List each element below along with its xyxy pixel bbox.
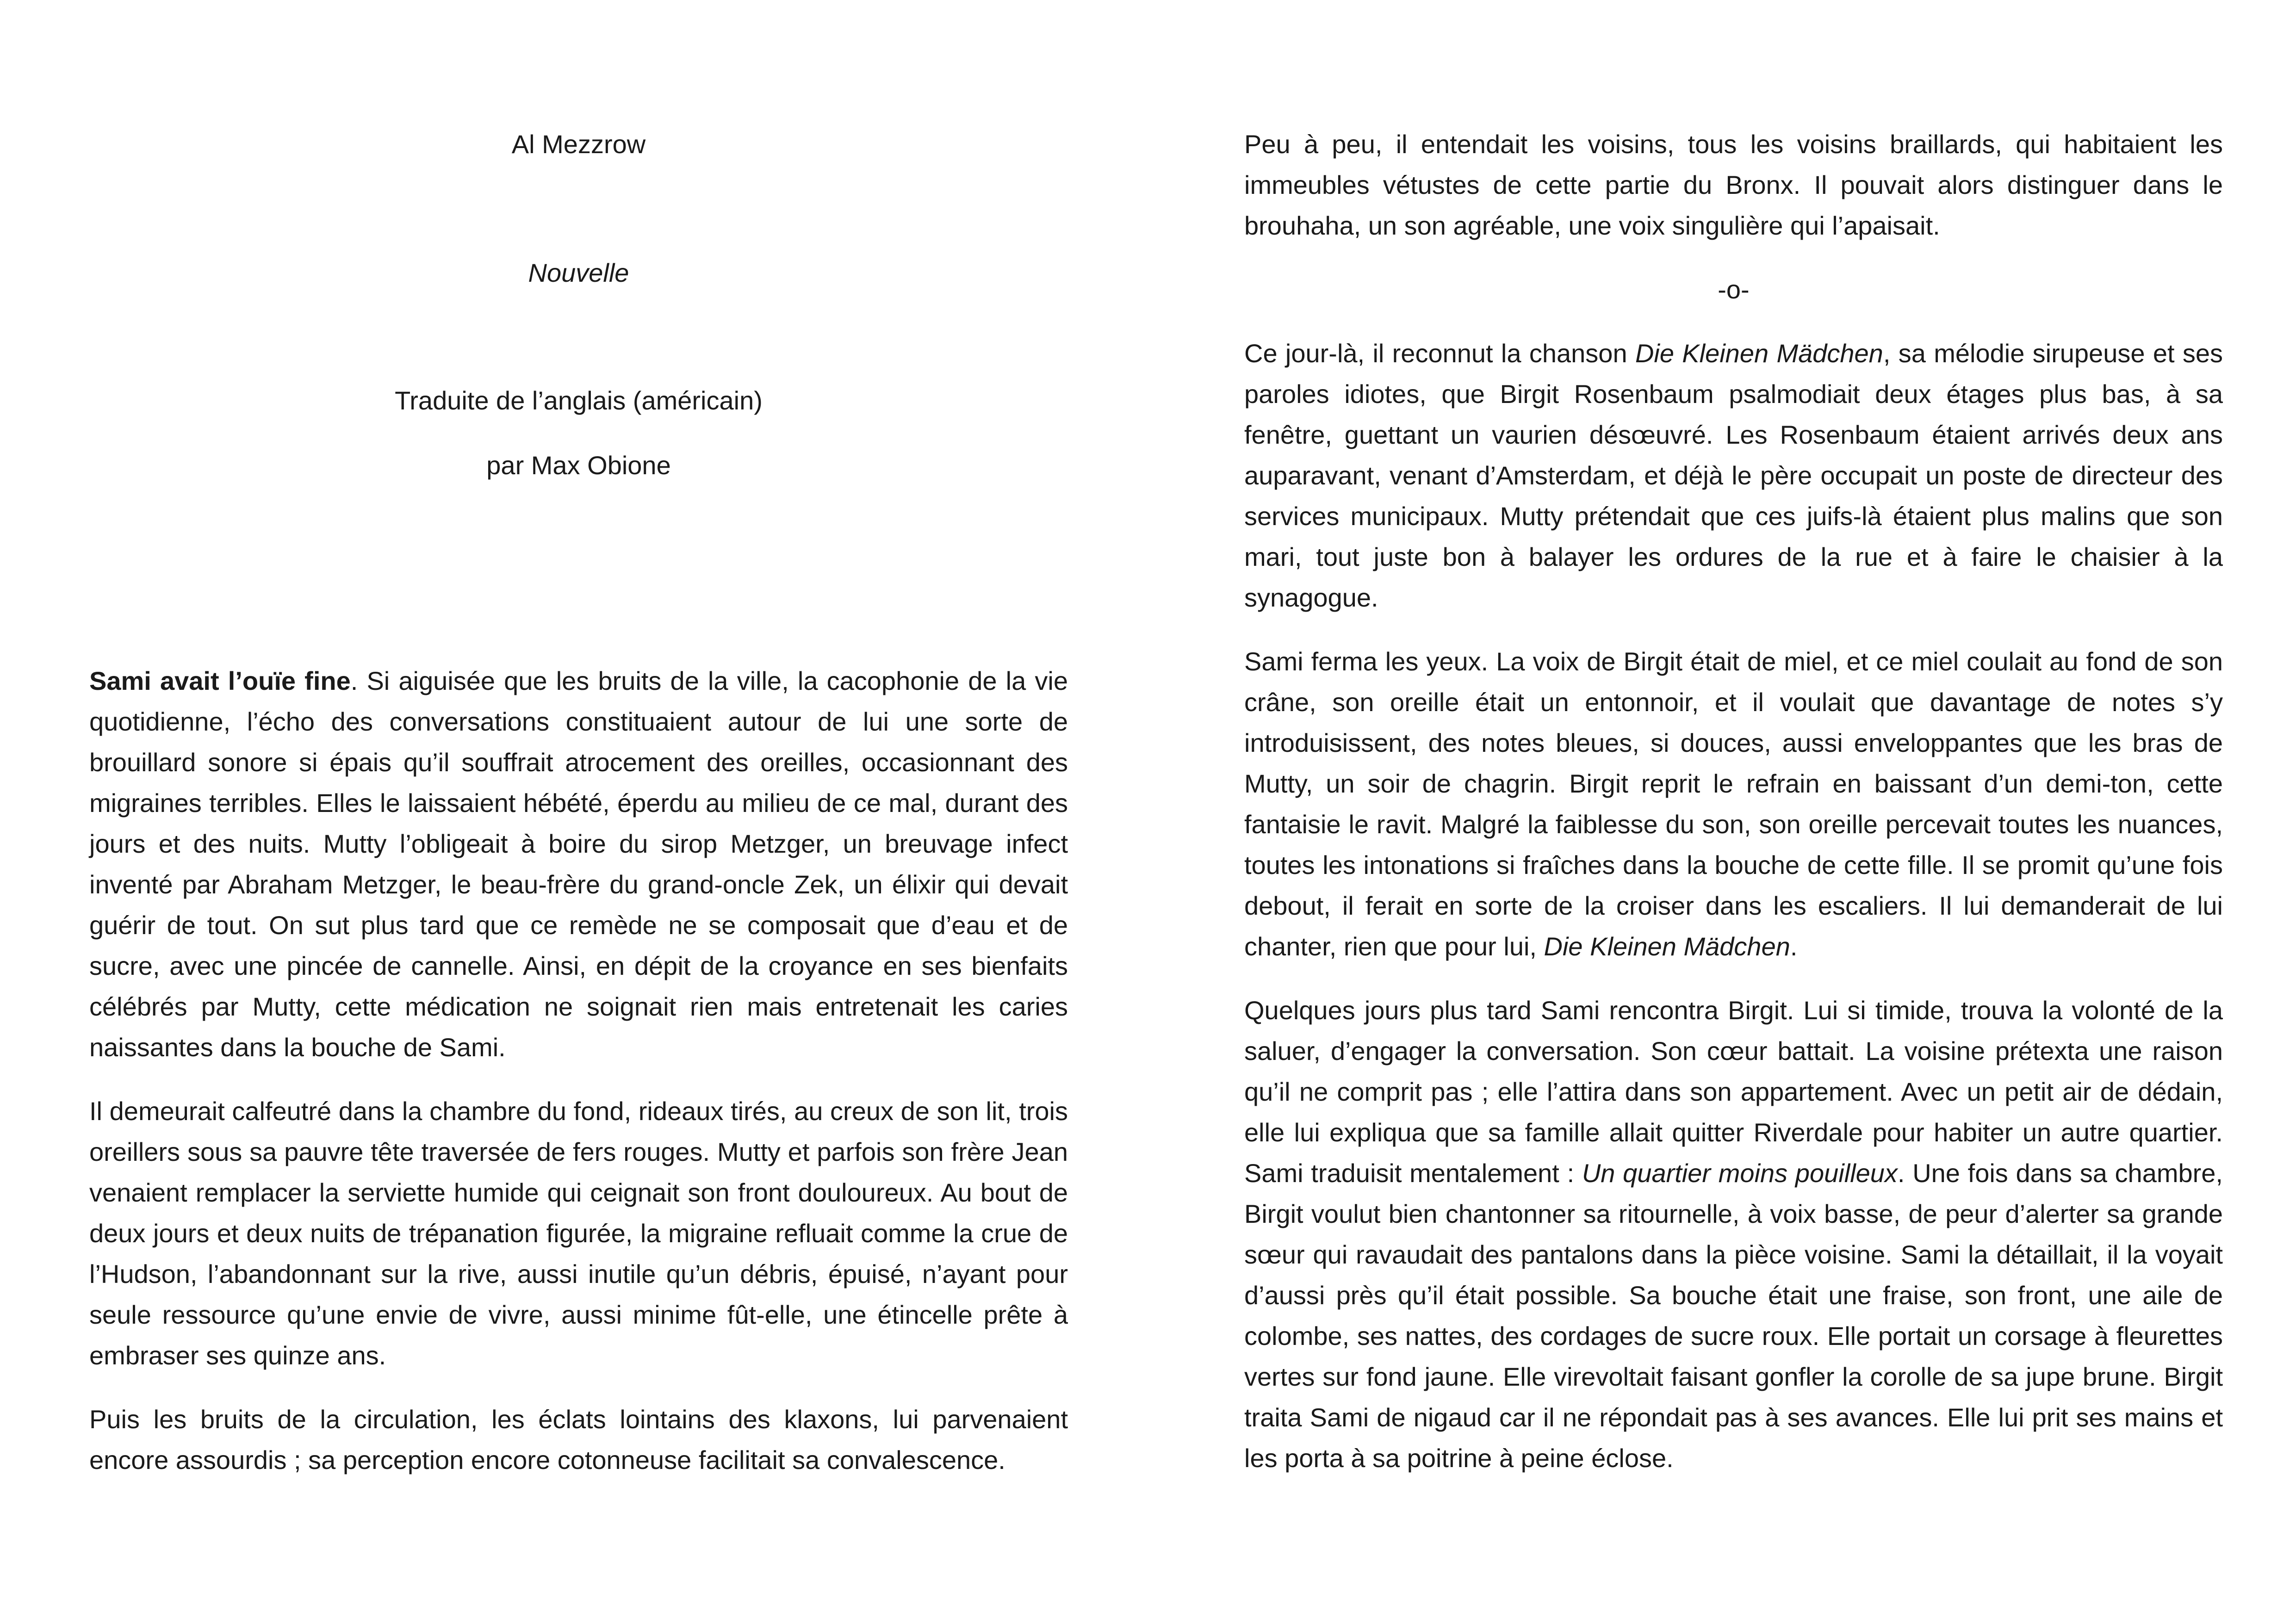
opening-phrase: Sami avait l’ouïe fine bbox=[89, 666, 351, 695]
song-title: Die Kleinen Mädchen bbox=[1635, 339, 1883, 368]
paragraph bbox=[1244, 990, 2223, 1479]
right-page bbox=[1148, 0, 2258, 1623]
paragraph bbox=[89, 661, 1068, 1068]
inner-thought: Un quartier moins pouilleux bbox=[1582, 1158, 1898, 1188]
right-body-text bbox=[1244, 124, 2223, 1502]
paragraph: Puis les bruits de la circulation, les éclats lointains des klaxons, lui parvenaient encore assourdis ; sa perception encore cotonneuse facilitait sa convalescence. bbox=[89, 1405, 1068, 1474]
paragraph-text: . bbox=[1790, 932, 1798, 961]
translation-note: Traduite de l’anglais (américain) bbox=[395, 386, 763, 415]
paragraph-text: Quelques jours plus tard Sami rencontra Birgit. Lui si timide, trouva la volonté de la saluer, d’engager la conversation. Son cœur battait. La voisine prétexta une raison qu’il ne comprit pas ; elle l’attira dans son appartement. Avec un petit air de dédain, elle lui expliqua que sa famille allait quitter Riverdale pour habiter un autre quartier. Sami traduisit mentalement : bbox=[1244, 996, 2223, 1188]
paragraph: Il demeurait calfeutré dans la chambre du fond, rideaux tirés, au creux de son lit, trois oreillers sous sa pauvre tête traversée de fers rouges. Mutty et parfois son frère Jean venaient remplacer la serviette humide qui ceignait son front douloureux. Au bout de deux jours et deux nuits de trépanation figurée, la migraine refluait comme la crue de l’Hudson, l’abandonnant sur la rive, aussi inutile qu’un débris, épuisé, n’ayant pour seule ressource qu’une envie de vivre, aussi minime fût-elle, une étincelle prête à embraser ses quinze ans. bbox=[89, 1096, 1068, 1370]
paragraph-text: . Si aiguisée que les bruits de la ville, la cacophonie de la vie quotidienne, l’écho des conversations constituaient autour de lui une sorte de brouillard sonore si épais qu’il souffrait atrocement des oreilles, occasionnant des migraines terribles. Elles le laissaient hébété, éperdu au milieu de ce mal, durant des jours et des nuits. Mutty l’obligeait à boire du sirop Metzger, un breuvage infect inventé par Abraham Metzger, le beau-frère du grand-oncle Zek, un élixir qui devait guérir de tout. On sut plus tard que ce remède ne se composait que d’eau et de sucre, avec une pincée de cannelle. Ainsi, en dépit de la croyance en ses bienfaits célébrés par Mutty, cette médication ne soignait rien mais entretenait les caries naissantes dans la bouche de Sami. bbox=[89, 666, 1068, 1062]
genre-label: Nouvelle bbox=[528, 258, 629, 287]
section-separator: -o- bbox=[1718, 275, 1750, 304]
paragraph-text: Sami ferma les yeux. La voix de Birgit était de miel, et ce miel coulait au fond de son crâne, son oreille était un entonnoir, et il voulait que davantage de notes s’y introduisissent, des notes bleues, si douces, aussi enveloppantes que les bras de Mutty, un soir de chagrin. Birgit reprit le refrain en baissant d’un demi-ton, cette fantaisie le ravit. Malgré la faiblesse du son, son oreille percevait toutes les nuances, toutes les intonations si fraîches dans la bouche de cette fille. Il se promit qu’une fois debout, il ferait en sorte de la croiser dans les escaliers. Il lui demanderait de lui chanter, rien que pour lui, bbox=[1244, 647, 2223, 961]
paragraph: Peu à peu, il entendait les voisins, tous les voisins braillards, qui habitaient les immeubles vétustes de cette partie du Bronx. Il pouvait alors distinguer dans le brouhaha, un son agréable, une voix singulière qui l’apaisait. bbox=[1244, 130, 2223, 240]
song-title: Die Kleinen Mädchen bbox=[1544, 932, 1790, 961]
paragraph-text: . Une fois dans sa chambre, Birgit voulut bien chantonner sa ritournelle, à voix basse, de peur d’alerter sa grande sœur qui ravaudait des pantalons dans la pièce voisine. Sami la détaillait, il la voyait d’aussi près qu’il était possible. Sa bouche était une fraise, son front, une aile de colombe, ses nattes, des cordages de sucre roux. Elle portait un corsage à fleurettes vertes sur fond jaune. Elle virevoltait faisant gonfler la corolle de sa jupe brune. Birgit traita Sami de nigaud car il ne répondait pas à ses avances. Elle lui prit ses mains et les porta à sa poitrine à peine éclose. bbox=[1244, 1158, 2223, 1473]
paragraph bbox=[1244, 333, 2223, 618]
paragraph-text: Ce jour-là, il reconnut la chanson bbox=[1244, 339, 1635, 368]
left-page bbox=[0, 0, 1111, 1623]
paragraph bbox=[1244, 641, 2223, 967]
paragraph-text: , sa mélodie sirupeuse et ses paroles idiotes, que Birgit Rosenbaum psalmodiait deux étages plus bas, à sa fenêtre, guettant un vaurien désœuvré. Les Rosenbaum étaient arrivés deux ans auparavant, venant d’Amsterdam, et déjà le père occupait un poste de directeur des services municipaux. Mutty prétendait que ces juifs-là étaient plus malins que son mari, tout juste bon à balayer les ordures de la rue et à faire le chaisier à la synagogue. bbox=[1244, 339, 2223, 612]
translator-byline: par Max Obione bbox=[486, 451, 671, 480]
left-body-text bbox=[89, 661, 1068, 1504]
author-name: Al Mezzrow bbox=[511, 130, 646, 159]
